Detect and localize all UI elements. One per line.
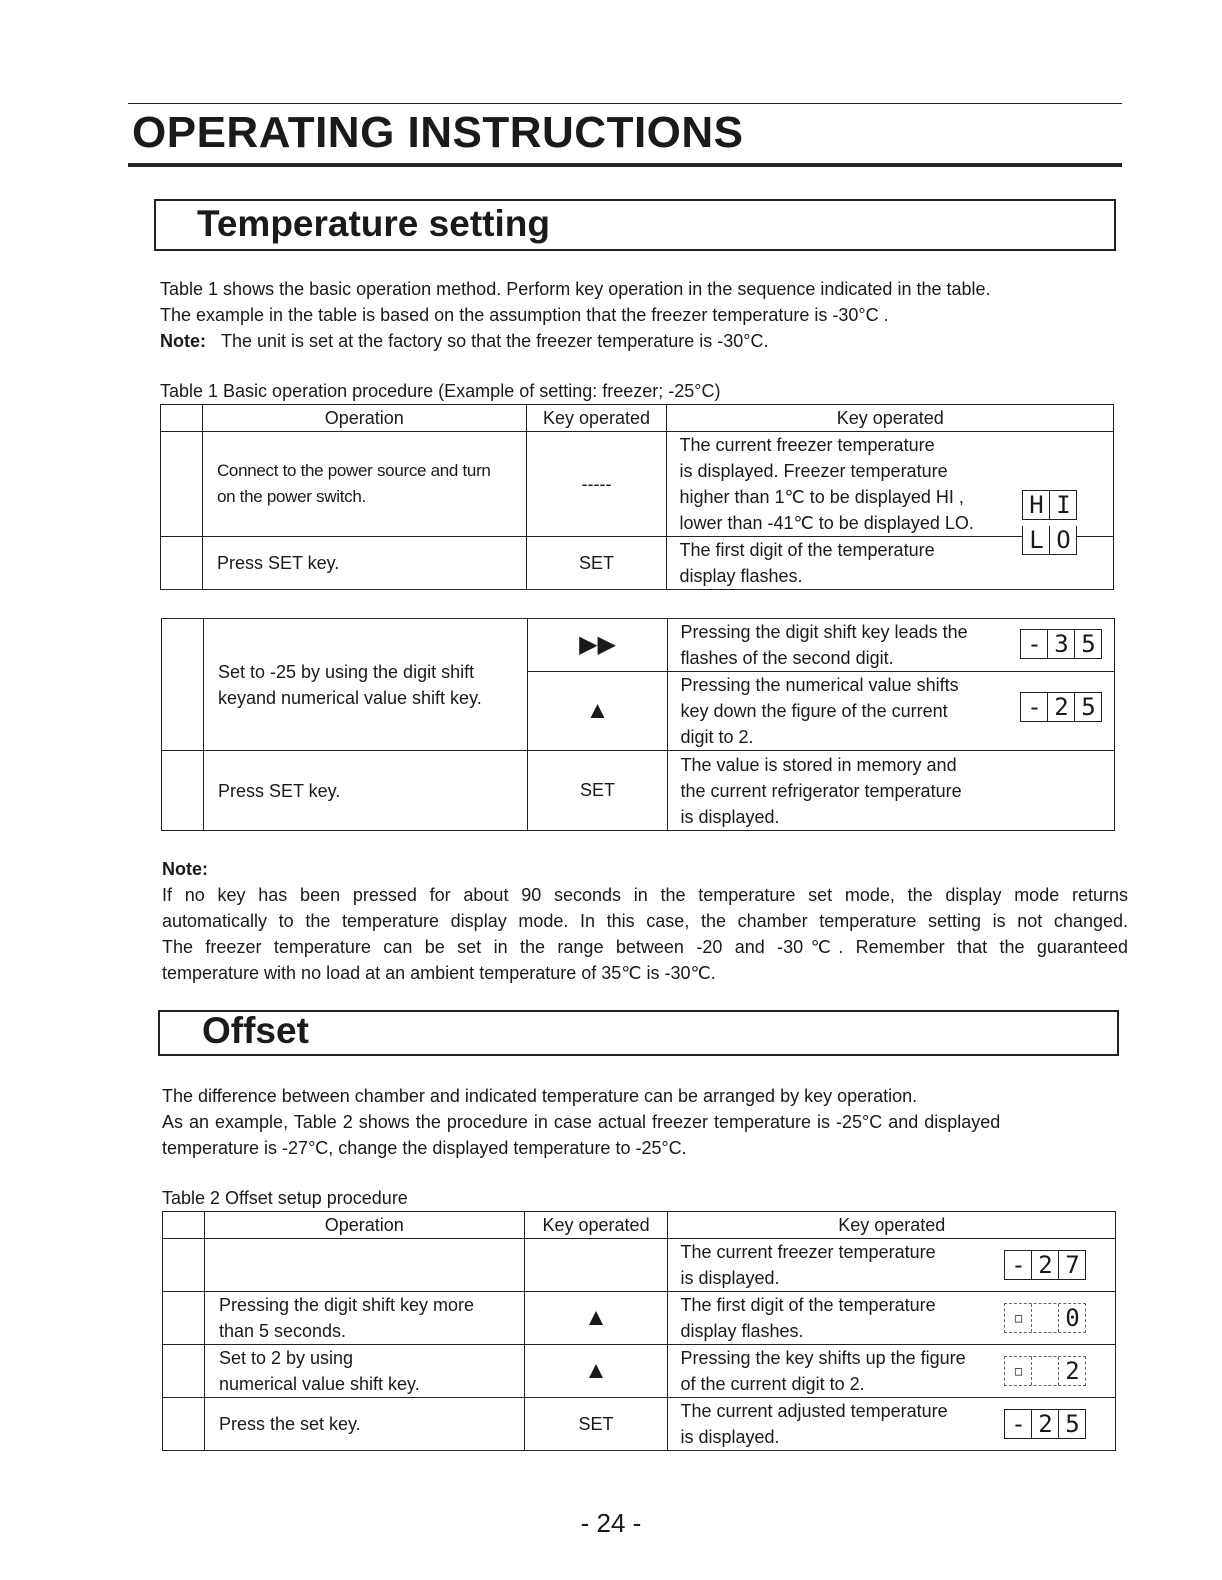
display-offset-2 (1004, 1356, 1086, 1386)
temperature-section-title: Temperature setting (197, 203, 550, 244)
key-cell: ----- (526, 432, 667, 537)
operation-cell: Press SET key. (202, 537, 526, 590)
lcd-digit: □ (1014, 1311, 1023, 1325)
key-cell: SET (527, 751, 668, 831)
table2-caption: Table 2 Offset setup procedure (162, 1188, 408, 1208)
lcd-digit: I (1049, 491, 1076, 519)
key-cell: SET (524, 1398, 668, 1451)
table-row (161, 432, 1114, 537)
operation-line: on the power switch. (216, 487, 366, 506)
result-cell (668, 1239, 1116, 1292)
result-cell (668, 672, 1115, 751)
operation-line: Pressing the digit shift key more (218, 1295, 475, 1315)
operation-cell: Press the set key. (204, 1398, 524, 1451)
result-line: The value is stored in memory and (680, 754, 957, 775)
operation-line: Connect to the power source and turn (216, 461, 491, 480)
offset-line: The difference between chamber and indicated temperature can be arranged by key operation. (162, 1086, 918, 1106)
operation-cell (204, 1239, 524, 1292)
key-cell (524, 1292, 668, 1345)
table2 (162, 1211, 1116, 1451)
page-number: - 24 - (580, 1508, 642, 1538)
display-minus-35 (1020, 629, 1102, 659)
lcd-digit (1031, 1357, 1058, 1385)
table1-part1 (160, 404, 1114, 590)
result-line: Pressing the numerical value shifts (680, 675, 959, 695)
lcd-digit: L (1029, 526, 1044, 554)
factory-note (160, 328, 991, 354)
result-cell (667, 537, 1114, 590)
key-cell: SET (526, 537, 667, 590)
result-cell (668, 1398, 1116, 1451)
result-line: The current freezer temperature (679, 435, 935, 455)
table2-header-key: Key operated (524, 1212, 668, 1239)
result-line: is displayed. (680, 1268, 780, 1288)
table1-header-result: Key operated (667, 405, 1114, 432)
operation-line: than 5 seconds. (218, 1321, 347, 1341)
table-row (161, 537, 1114, 590)
operation-cell (204, 1345, 524, 1398)
lcd-digit: 7 (1058, 1251, 1085, 1279)
note2-label: Note: (162, 859, 208, 879)
lcd-digit (1031, 1304, 1058, 1332)
result-line: higher than 1℃ to be displayed HI , (679, 487, 964, 507)
lcd-digit: □ (1014, 1364, 1023, 1378)
lcd-digit: 3 (1047, 630, 1074, 658)
result-line: Pressing the key shifts up the figure (680, 1348, 966, 1368)
result-line: key down the figure of the current (680, 701, 948, 721)
table1-caption: Table 1 Basic operation procedure (Example of setting: freezer; -25°C) (160, 381, 721, 401)
result-line: flashes of the second digit. (680, 648, 894, 668)
offset-line: As an example, Table 2 shows the procedure in case actual freezer temperature is -25°C and displayed (162, 1112, 1001, 1132)
note2-line: temperature with no load at an ambient temperature of 35℃ is -30℃. (162, 963, 716, 983)
result-line: The first digit of the temperature (680, 1295, 936, 1315)
lcd-digit: 2 (1058, 1357, 1085, 1385)
table-row (163, 1345, 1116, 1398)
key-cell (527, 619, 668, 672)
result-line: is displayed. (680, 1427, 780, 1447)
lcd-digit: 2 (1047, 693, 1074, 721)
table2-header-result: Key operated (668, 1212, 1116, 1239)
operation-cell (204, 1292, 524, 1345)
offset-line: temperature is -27°C, change the displayed temperature to -25°C. (162, 1138, 687, 1158)
table-row (162, 619, 1115, 672)
result-line: The current adjusted temperature (680, 1401, 948, 1421)
table-row (163, 1292, 1116, 1345)
table1-corner (161, 405, 203, 432)
operation-cell (202, 432, 526, 537)
lcd-digit: O (1049, 526, 1076, 554)
result-cell (668, 1345, 1116, 1398)
result-line: is displayed. Freezer temperature (679, 461, 948, 481)
lcd-digit: - (1027, 630, 1042, 658)
display-minus-25 (1020, 692, 1102, 722)
lcd-digit: - (1011, 1410, 1026, 1438)
lcd-digit: 5 (1074, 630, 1101, 658)
lcd-digit: 0 (1058, 1304, 1085, 1332)
up-arrow-key-icon: ▲ (584, 1357, 608, 1384)
result-line: display flashes. (680, 1321, 804, 1341)
note2-line: automatically to the temperature display mode. In this case, the chamber temperature setting is not changed. (162, 911, 1128, 931)
result-line: display flashes. (679, 566, 803, 586)
result-cell (668, 1292, 1116, 1345)
key-cell (524, 1239, 668, 1292)
result-line: The current freezer temperature (680, 1242, 936, 1262)
title-underline (128, 163, 1122, 167)
display-minus-25-adjusted (1004, 1409, 1086, 1439)
table-row (163, 1398, 1116, 1451)
lcd-digit: - (1011, 1251, 1026, 1279)
table1-header-key: Key operated (526, 405, 667, 432)
note-label: Note: (160, 331, 206, 351)
lcd-digit: 5 (1058, 1410, 1085, 1438)
temperature-intro (160, 276, 991, 354)
table-row (162, 751, 1115, 831)
operation-cell (203, 619, 527, 751)
note-text: The unit is set at the factory so that the freezer temperature is -30°C. (221, 331, 769, 351)
note2-line: If no key has been pressed for about 90 seconds in the temperature set mode, the display mode returns (162, 885, 1128, 905)
offset-section-title: Offset (202, 1010, 309, 1051)
display-hi (1022, 490, 1077, 520)
lcd-digit: 2 (1031, 1251, 1058, 1279)
table2-corner (163, 1212, 205, 1239)
key-cell (524, 1345, 668, 1398)
timeout-note (162, 856, 1128, 986)
key-cell (527, 672, 668, 751)
lcd-digit: H (1029, 491, 1044, 519)
top-rule (128, 103, 1122, 104)
result-line: lower than -41℃ to be displayed LO. (679, 513, 974, 533)
lcd-digit: 5 (1074, 693, 1101, 721)
up-arrow-key-icon: ▲ (584, 1304, 608, 1331)
offset-intro (162, 1083, 1000, 1161)
lcd-digit: 2 (1031, 1410, 1058, 1438)
table1-part2 (161, 618, 1115, 831)
table1-header-operation: Operation (202, 405, 526, 432)
intro-line-2: The example in the table is based on the assumption that the freezer temperature is -30°C . (160, 305, 889, 325)
result-line: of the current digit to 2. (680, 1374, 865, 1394)
result-line: digit to 2. (680, 727, 754, 747)
table-row (163, 1239, 1116, 1292)
display-offset-0 (1004, 1303, 1086, 1333)
result-cell (668, 619, 1115, 672)
operation-cell: Press SET key. (203, 751, 527, 831)
note2-line: The freezer temperature can be set in the range between -20 and -30℃. Remember that the guaranteed (162, 937, 1128, 957)
intro-line-1: Table 1 shows the basic operation method. Perform key operation in the sequence indicated in the table. (160, 279, 991, 299)
result-line: Pressing the digit shift key leads the (680, 622, 968, 642)
result-line: is displayed. (680, 806, 780, 827)
operation-line: Set to 2 by using (218, 1348, 354, 1368)
result-cell (668, 751, 1115, 831)
display-minus-27 (1004, 1250, 1086, 1280)
result-line: The first digit of the temperature (679, 540, 935, 560)
operation-line: numerical value shift key. (218, 1374, 420, 1394)
table2-header-operation: Operation (204, 1212, 524, 1239)
operation-line: keyand numerical value shift key. (217, 687, 482, 708)
operation-line: Set to -25 by using the digit shift (217, 661, 475, 682)
lcd-digit: - (1027, 693, 1042, 721)
numerical-value-shift-key-icon: ▲ (585, 697, 610, 724)
page-title: OPERATING INSTRUCTIONS (132, 108, 744, 157)
result-line: the current refrigerator temperature (680, 780, 962, 801)
digit-shift-key-icon: ▶▶ (579, 631, 616, 658)
